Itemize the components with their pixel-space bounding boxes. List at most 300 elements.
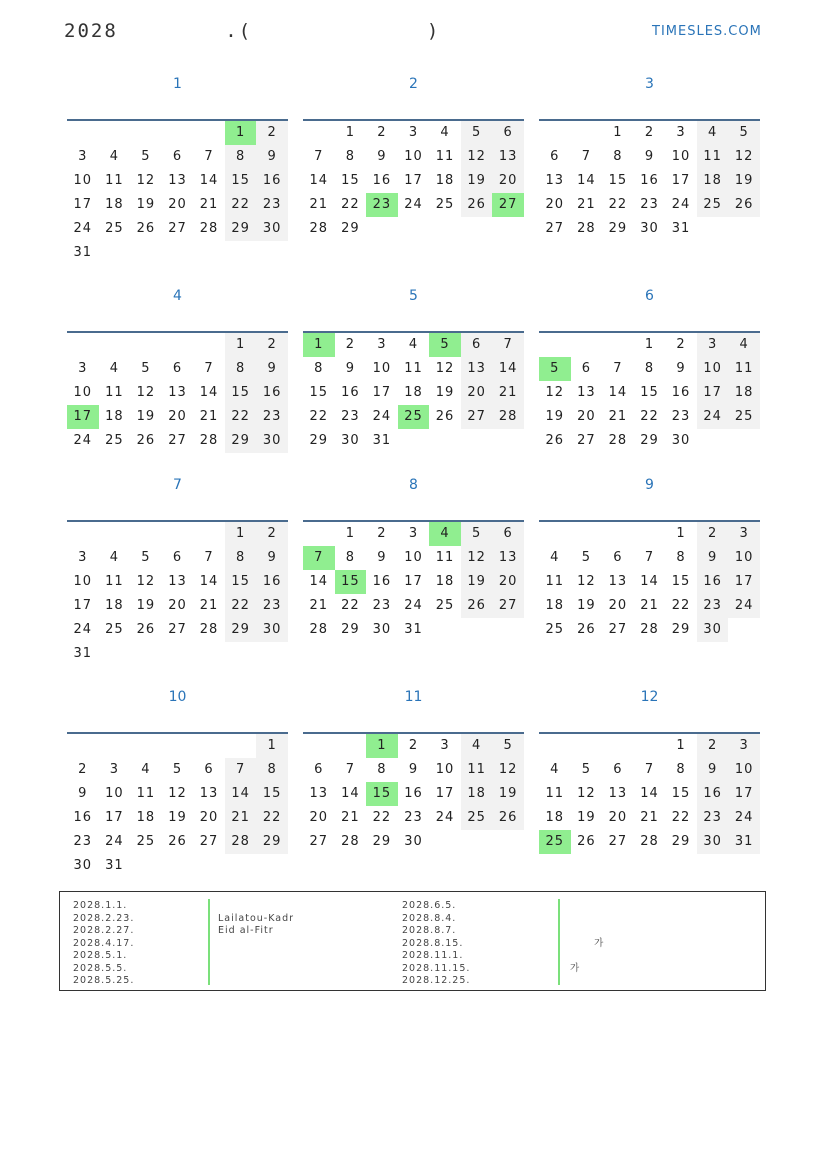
day-cell: 23 [697,594,729,618]
day-cell: 10 [728,758,760,782]
empty-cell [162,121,194,145]
day-cell: 29 [256,830,288,854]
empty-cell [602,522,634,546]
day-cell: 26 [492,806,524,830]
day-cell: 21 [492,381,524,405]
day-cell: 28 [199,221,219,236]
day-cell: 1 [613,125,623,140]
day-cell: 1 [644,337,655,352]
day-cell: 16 [404,786,423,801]
day-cell: 13 [168,173,187,188]
day-cell: 14 [199,173,219,188]
day-cell: 11 [105,385,124,400]
day-cell: 22 [608,197,628,212]
day-cell: 5 [581,762,591,777]
day-cell: 15 [671,574,691,589]
day-cell: 6 [172,361,183,376]
day-cell: 14 [492,357,524,381]
day-cell: 16 [697,570,729,594]
day-cell: 3 [78,149,88,164]
day-cell: 16 [372,173,392,188]
day-cell: 9 [78,786,88,801]
day-cell: 16 [73,810,93,825]
holiday-day-cell: 15 [366,782,398,806]
empty-cell [571,121,603,145]
empty-cell [303,121,335,145]
day-cell: 24 [728,594,760,618]
day-cell: 2 [676,337,686,352]
day-cell: 23 [697,806,729,830]
day-cell: 11 [545,786,565,801]
month-days-grid [67,522,288,666]
day-cell: 20 [168,598,187,613]
day-cell: 22 [256,806,288,830]
day-cell: 12 [136,173,156,188]
day-cell: 4 [550,550,560,565]
day-cell: 18 [136,810,156,825]
day-cell: 15 [225,570,257,594]
day-cell: 8 [256,758,288,782]
holiday-day-cell: 4 [429,522,461,546]
month-4 [67,286,288,453]
day-cell: 19 [577,810,596,825]
day-cell: 28 [341,834,360,849]
day-cell: 29 [341,622,360,637]
day-cell: 30 [640,221,659,236]
day-cell: 3 [697,333,729,357]
day-cell: 11 [728,357,760,381]
day-cell: 7 [204,361,214,376]
day-cell: 12 [435,361,455,376]
month-name: 1 [173,76,182,92]
day-cell: 2 [377,125,387,140]
empty-cell [602,734,634,758]
day-cell: 26 [136,221,156,236]
day-cell: 12 [136,385,156,400]
day-cell: 6 [461,333,493,357]
day-cell: 3 [377,337,387,352]
day-cell: 26 [728,193,760,217]
day-cell: 29 [671,622,691,637]
day-cell: 1 [345,526,355,541]
day-cell: 24 [372,409,392,424]
day-cell: 29 [608,221,628,236]
month-name: 3 [645,76,654,92]
day-cell: 26 [136,622,156,637]
day-cell: 18 [105,409,124,424]
day-cell: 11 [461,758,493,782]
day-cell: 12 [728,145,760,169]
day-cell: 2 [256,522,288,546]
day-cell: 26 [461,594,493,618]
holiday-day-cell: 1 [366,734,398,758]
day-cell: 10 [73,173,93,188]
day-cell: 6 [172,550,183,565]
day-cell: 22 [372,810,392,825]
month-name: 8 [409,477,418,493]
day-cell: 18 [435,173,455,188]
day-cell: 4 [109,149,119,164]
day-cell: 31 [404,622,423,637]
day-cell: 4 [109,361,119,376]
day-cell: 1 [345,125,355,140]
legend-divider-left [208,899,210,985]
day-cell: 3 [728,522,760,546]
month-name: 7 [173,477,182,493]
day-cell: 10 [73,385,93,400]
day-cell: 25 [105,221,124,236]
day-cell: 2 [377,526,387,541]
day-cell: 27 [168,221,187,236]
holiday-day-cell: 17 [67,405,99,429]
legend-divider-right [558,899,560,985]
day-cell: 19 [492,782,524,806]
day-cell: 11 [136,786,156,801]
page-title: 2028 .( ) [64,20,441,42]
day-cell: 12 [136,574,156,589]
day-cell: 16 [256,570,288,594]
day-cell: 4 [109,550,119,565]
day-cell: 30 [256,217,288,241]
day-cell: 3 [408,526,419,541]
day-cell: 12 [168,786,187,801]
day-cell: 31 [728,830,760,854]
day-cell: 3 [109,762,119,777]
empty-cell [193,522,225,546]
day-cell: 17 [671,173,691,188]
day-cell: 29 [372,834,392,849]
day-cell: 18 [105,598,124,613]
day-cell: 24 [671,197,691,212]
day-cell: 24 [73,221,93,236]
day-cell: 5 [492,734,524,758]
day-cell: 8 [676,762,686,777]
day-cell: 31 [73,646,93,661]
day-cell: 5 [461,522,493,546]
day-cell: 21 [309,598,329,613]
empty-cell [602,333,634,357]
month-2 [303,74,524,241]
day-cell: 12 [545,385,565,400]
day-cell: 31 [73,245,93,260]
day-cell: 2 [697,522,729,546]
day-cell: 4 [550,762,560,777]
day-cell: 18 [435,574,455,589]
empty-cell [99,333,131,357]
day-cell: 13 [168,385,187,400]
day-cell: 15 [256,782,288,806]
day-cell: 8 [644,361,655,376]
day-cell: 11 [404,361,423,376]
day-cell: 11 [105,574,124,589]
day-cell: 20 [545,197,565,212]
day-cell: 21 [341,810,360,825]
day-cell: 14 [640,786,659,801]
day-cell: 28 [492,405,524,429]
day-cell: 25 [105,622,124,637]
day-cell: 26 [435,409,455,424]
empty-cell [99,734,131,758]
holiday-day-cell: 5 [429,333,461,357]
day-cell: 7 [225,758,257,782]
day-cell: 11 [435,550,455,565]
day-cell: 25 [435,598,455,613]
day-cell: 1 [256,734,288,758]
month-name: 10 [168,689,187,705]
day-cell: 9 [644,149,655,164]
month-10 [67,687,288,878]
month-days-grid [303,333,524,453]
day-cell: 26 [461,193,493,217]
month-name: 2 [409,76,418,92]
day-cell: 27 [168,433,187,448]
day-cell: 28 [199,433,219,448]
day-cell: 7 [581,149,591,164]
empty-cell [99,121,131,145]
holiday-day-cell: 1 [225,121,257,145]
day-cell: 15 [341,173,360,188]
day-cell: 19 [461,169,493,193]
day-cell: 23 [341,409,360,424]
day-cell: 17 [404,173,423,188]
day-cell: 6 [613,762,623,777]
day-cell: 3 [728,734,760,758]
day-cell: 9 [256,145,288,169]
day-cell: 25 [105,433,124,448]
day-cell: 13 [577,385,596,400]
day-cell: 16 [341,385,360,400]
day-cell: 20 [168,197,187,212]
legend-dates-right: 2028.6.5. 2028.8.4. 2028.8.7. 2028.8.15. 2028.11.1. 2028.11.15. 2028.12.25. [402,900,471,986]
empty-cell [193,333,225,357]
day-cell: 30 [697,618,729,642]
empty-cell [67,333,99,357]
month-days-grid [539,333,760,453]
month-days-grid [67,333,288,453]
month-name: 6 [645,288,654,304]
day-cell: 28 [640,834,659,849]
day-cell: 29 [309,433,329,448]
day-cell: 2 [697,734,729,758]
day-cell: 18 [105,197,124,212]
day-cell: 19 [545,409,565,424]
day-cell: 22 [341,197,360,212]
day-cell: 21 [608,409,628,424]
day-cell: 20 [608,598,628,613]
month-days-grid [539,522,760,642]
day-cell: 4 [440,125,450,140]
day-cell: 7 [204,149,214,164]
day-cell: 12 [577,574,596,589]
day-cell: 18 [545,598,565,613]
day-cell: 21 [309,197,329,212]
day-cell: 10 [372,361,392,376]
day-cell: 10 [404,550,423,565]
day-cell: 5 [581,550,591,565]
day-cell: 17 [105,810,124,825]
month-8 [303,475,524,642]
holiday-day-cell: 25 [539,830,571,854]
day-cell: 28 [309,221,329,236]
day-cell: 13 [168,574,187,589]
day-cell: 5 [728,121,760,145]
day-cell: 29 [640,433,659,448]
day-cell: 23 [256,594,288,618]
day-cell: 16 [640,173,659,188]
day-cell: 2 [408,738,419,753]
month-days-grid [539,121,760,241]
day-cell: 19 [136,197,156,212]
day-cell: 20 [492,169,524,193]
day-cell: 14 [199,574,219,589]
day-cell: 14 [640,574,659,589]
month-1 [67,74,288,265]
day-cell: 27 [199,834,219,849]
empty-cell [130,522,162,546]
day-cell: 19 [136,409,156,424]
day-cell: 7 [492,333,524,357]
day-cell: 7 [345,762,355,777]
day-cell: 3 [408,125,419,140]
day-cell: 24 [728,806,760,830]
day-cell: 20 [577,409,596,424]
day-cell: 21 [199,598,219,613]
day-cell: 14 [309,574,329,589]
day-cell: 12 [461,145,493,169]
day-cell: 5 [141,550,151,565]
day-cell: 11 [435,149,455,164]
holiday-day-cell: 27 [492,193,524,217]
day-cell: 20 [199,810,219,825]
day-cell: 16 [256,169,288,193]
month-7 [67,475,288,666]
day-cell: 18 [404,385,423,400]
legend-dates-left: 2028.1.1. 2028.2.23. 2028.2.27. 2028.4.17. 2028.5.1. 2028.5.5. 2028.5.25. [73,900,135,986]
day-cell: 24 [404,598,423,613]
day-cell: 22 [640,409,659,424]
day-cell: 8 [377,762,387,777]
month-9 [539,475,760,642]
day-cell: 8 [345,550,355,565]
empty-cell [634,734,666,758]
day-cell: 3 [78,550,88,565]
day-cell: 9 [697,546,729,570]
month-days-grid [303,121,524,241]
day-cell: 8 [613,149,623,164]
brand-logo-text[interactable]: TIMESLES.COM [652,24,762,39]
day-cell: 25 [435,197,455,212]
day-cell: 6 [492,522,524,546]
day-cell: 21 [640,810,659,825]
day-cell: 28 [199,622,219,637]
day-cell: 9 [676,361,686,376]
day-cell: 28 [608,433,628,448]
day-cell: 24 [697,405,729,429]
day-cell: 19 [728,169,760,193]
day-cell: 8 [225,546,257,570]
day-cell: 16 [671,385,691,400]
day-cell: 19 [461,570,493,594]
day-cell: 31 [671,221,691,236]
day-cell: 18 [545,810,565,825]
day-cell: 29 [671,834,691,849]
day-cell: 20 [608,810,628,825]
day-cell: 25 [461,806,493,830]
day-cell: 12 [461,546,493,570]
day-cell: 30 [697,830,729,854]
day-cell: 4 [697,121,729,145]
day-cell: 8 [225,145,257,169]
day-cell: 25 [545,622,565,637]
holiday-day-cell: 25 [398,405,430,429]
empty-cell [634,522,666,546]
day-cell: 27 [577,433,596,448]
day-cell: 17 [73,598,93,613]
day-cell: 27 [492,594,524,618]
day-cell: 14 [309,173,329,188]
day-cell: 24 [105,834,124,849]
day-cell: 16 [372,574,392,589]
day-cell: 23 [256,405,288,429]
day-cell: 28 [640,622,659,637]
empty-cell [130,121,162,145]
day-cell: 10 [671,149,691,164]
day-cell: 30 [256,429,288,453]
day-cell: 22 [671,810,691,825]
day-cell: 27 [545,221,565,236]
day-cell: 10 [697,357,729,381]
month-days-grid [303,522,524,642]
day-cell: 30 [341,433,360,448]
day-cell: 3 [78,361,88,376]
day-cell: 22 [225,594,257,618]
day-cell: 6 [204,762,214,777]
day-cell: 9 [345,361,355,376]
day-cell: 2 [78,762,88,777]
day-cell: 26 [577,834,596,849]
day-cell: 24 [73,622,93,637]
day-cell: 5 [172,762,183,777]
empty-cell [162,522,194,546]
day-cell: 18 [697,169,729,193]
holiday-day-cell: 15 [335,570,367,594]
holiday-day-cell: 7 [303,546,335,570]
empty-cell [225,734,257,758]
day-cell: 8 [676,550,686,565]
day-cell: 8 [225,357,257,381]
day-cell: 12 [577,786,596,801]
day-cell: 30 [372,622,392,637]
day-cell: 9 [377,149,387,164]
day-cell: 7 [613,361,623,376]
day-cell: 9 [697,758,729,782]
day-cell: 16 [697,782,729,806]
day-cell: 22 [225,405,257,429]
day-cell: 31 [372,433,392,448]
day-cell: 13 [492,145,524,169]
day-cell: 4 [728,333,760,357]
empty-cell [539,333,571,357]
day-cell: 17 [728,570,760,594]
day-cell: 7 [204,550,214,565]
empty-cell [193,121,225,145]
day-cell: 15 [309,385,329,400]
day-cell: 11 [697,145,729,169]
day-cell: 4 [141,762,151,777]
day-cell: 23 [640,197,659,212]
day-cell: 25 [136,834,156,849]
day-cell: 4 [461,734,493,758]
